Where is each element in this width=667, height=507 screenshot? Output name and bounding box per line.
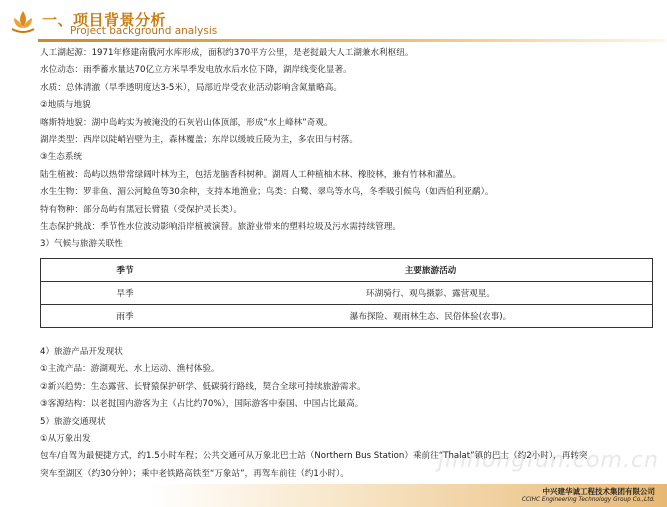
page-title: 一、项目背景分析 (42, 11, 167, 29)
body-line: ③客源结构：以老挝国内游客为主（占比约70%），国际游客中泰国、中国占比最高。 (40, 399, 364, 410)
body-line: 水质：总体清澈（旱季透明度达3-5米），局部近岸受农业活动影响含氮量略高。 (40, 82, 342, 93)
table-header-activity: 主要旅游活动 (404, 266, 457, 276)
body-section-1 (40, 45, 662, 254)
body-line: 特有物种：部分岛屿有黑冠长臂猿（受保护灵长类）。 (40, 204, 242, 215)
body-line: ①从万象出发 (40, 434, 91, 445)
company-name-en: CCIHC Engineering Technology Group Co.,Ltd. (521, 497, 655, 503)
table-header-row (41, 259, 653, 282)
body-line: 3）气候与旅游关联性 (40, 239, 123, 250)
table-cell: 环湖骑行、观鸟摄影、露营观星。 (209, 282, 653, 305)
watermark: jinhongfun.com.cn (437, 448, 659, 473)
company-name-cn: 中兴建华诚工程技术集团有限公司 (542, 487, 655, 496)
body-line: 人工湖起源：1971年修建南俄河水库形成，面积约370平方公里，是老挝最大人工湖兼水利枢纽。 (40, 48, 414, 58)
body-line: 陆生植被：岛屿以热带常绿阔叶林为主，包括龙脑香科树种。湖周人工种植柚木林、橡胶林，兼有竹林和灌丛。 (40, 169, 462, 180)
body-line: ①主流产品：游湖观光、水上运动、渔村体验。 (40, 364, 220, 375)
table-cell: 瀑布探险、观雨林生态、民俗体验(农事)。 (209, 305, 653, 328)
body-line: 水位动态：雨季蓄水量达70亿立方米旱季发电放水后水位下降，湖岸线变化显著。 (40, 65, 352, 76)
body-line: ②新兴趋势：生态露营、长臂猿保护研学、低碳骑行路线，契合全球可持续旅游需求。 (40, 381, 366, 392)
body-line: 湖岸类型：西岸以陡峭岩壁为主，森林覆盖；东岸以缓坡丘陵为主，多农田与村落。 (40, 135, 358, 146)
body-line: 喀斯特地貌：湖中岛屿实为被淹没的石灰岩山体顶部，形成“水上峰林”奇观。 (40, 117, 333, 128)
body-line: ②地质与地貌 (40, 100, 91, 111)
table-cell: 雨季 (41, 305, 210, 328)
body-line: 突车至湖区（约30分钟）；乘中老铁路高铁至“万象站”，再驾车前往（约1小时）。 (40, 468, 349, 479)
body-line: ③生态系统 (40, 152, 83, 163)
body-line: 生态保护挑战：季节性水位波动影响沿岸植被演替。旅游业带来的塑料垃圾及污水需持续管理。 (40, 222, 401, 233)
table-header-season: 季节 (116, 266, 134, 276)
body-line: 5）旅游交通现状 (40, 416, 106, 427)
body-line: 水生生物：罗非鱼、湄公河鲶鱼等30余种，支持本地渔业；鸟类：白鹭、翠鸟等水鸟，冬季吸引候鸟（如西伯利亚鹬）。 (40, 187, 494, 198)
season-activity-table (40, 258, 653, 328)
page-subtitle: Project background analysis (70, 25, 218, 37)
header-divider (38, 39, 666, 42)
table-row (41, 282, 653, 305)
body-line: 4）旅游产品开发现状 (40, 347, 123, 357)
table-cell: 旱季 (41, 282, 210, 305)
lotus-logo-icon (10, 8, 36, 36)
body-line: 包车/自驾为最便捷方式，约1.5小时车程；公共交通可从万象北巴士站（Northern Bus Station）乘前往“Thalat”镇的巴士（约2小时），再转突 (40, 451, 588, 462)
table-row (41, 305, 653, 328)
page-header (0, 0, 667, 42)
